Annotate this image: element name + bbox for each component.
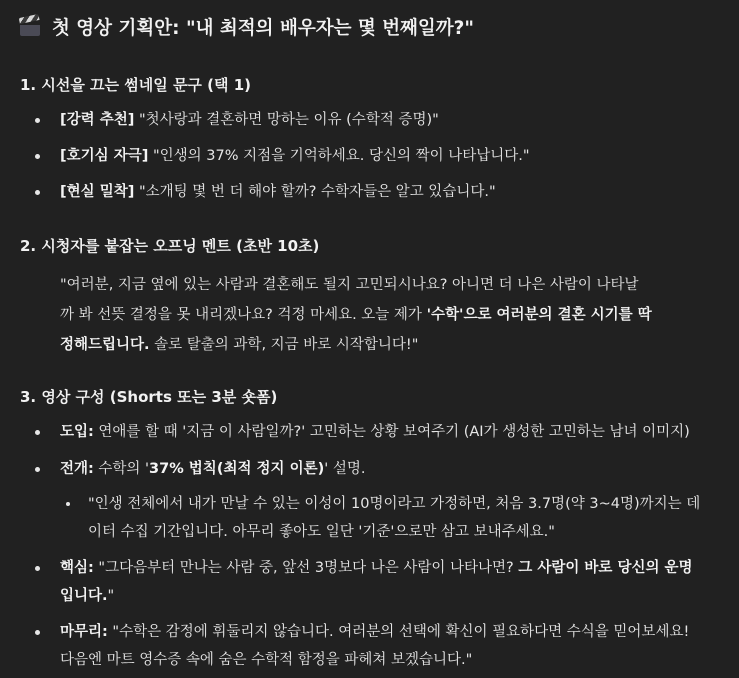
structure-emphasis: 입니다. — [60, 588, 108, 604]
title-text: 첫 영상 기획안: "내 최적의 배우자는 몇 번째일까?" — [52, 18, 475, 39]
opening-line-2 — [60, 303, 652, 324]
structure-emphasis: 그 사람이 바로 당신의 운명 — [518, 560, 693, 576]
option-text: "소개팅 몇 번 더 해야 할까? 수학자들은 알고 있습니다." — [138, 184, 496, 200]
structure-outro-line-1 — [60, 620, 689, 641]
structure-text: " — [107, 588, 115, 604]
structure-text: 연애를 할 때 '지금 이 사람일까?' 고민하는 상황 보여주기 (AI가 생성한 고민하는 남녀 이미지) — [93, 424, 690, 440]
structure-intro — [60, 420, 690, 441]
page-title — [20, 14, 474, 40]
structure-text: "수학은 감정에 휘둘리지 않습니다. 여러분의 선택에 확신이 필요하다면 수식을 믿어보세요! — [107, 624, 690, 640]
section-3-heading: 3. 영상 구성 (Shorts 또는 3분 숏폼) — [20, 388, 278, 406]
structure-development — [60, 457, 365, 478]
thumbnail-option-3 — [60, 180, 496, 201]
structure-label: 핵심: — [60, 560, 94, 576]
structure-core-line-1 — [60, 556, 693, 577]
structure-core-line-2 — [60, 584, 114, 605]
structure-text: 수학의 ' — [93, 461, 150, 477]
structure-emphasis: 37% 법칙(최적 정지 이론) — [149, 461, 325, 477]
opening-emphasis: '수학'으로 여러분의 결혼 시기를 딱 — [426, 307, 652, 323]
development-detail-line-2: 이터 수집 기간입니다. 아무리 좋아도 일단 '기준'으로만 삼고 보내주세요." — [88, 524, 555, 540]
bullet — [35, 154, 40, 159]
option-tag: [강력 추천] — [60, 112, 135, 128]
bullet — [35, 566, 40, 571]
bullet — [35, 630, 40, 635]
opening-line-1: "여러분, 지금 옆에 있는 사람과 결혼해도 될지 고민되시나요? 아니면 더 나은 사람이 나타날 — [60, 277, 639, 293]
opening-line-3 — [60, 333, 418, 354]
sub-bullet — [66, 502, 70, 506]
structure-label: 마무리: — [60, 624, 108, 640]
structure-text: "그다음부터 만나는 사람 중, 앞선 3명보다 나은 사람이 나타나면? — [93, 560, 519, 576]
section-1-heading: 1. 시선을 끄는 썸네일 문구 (택 1) — [20, 76, 252, 94]
bullet — [35, 430, 40, 435]
opening-emphasis: 정해드립니다. — [60, 337, 150, 353]
structure-outro-line-2: 다음엔 마트 영수증 속에 숨은 수학적 함정을 파헤쳐 보겠습니다." — [60, 652, 473, 668]
option-tag: [호기심 자극] — [60, 148, 149, 164]
opening-text: 솔로 탈출의 과학, 지금 바로 시작합니다!" — [149, 337, 419, 353]
option-text: "첫사랑과 결혼하면 망하는 이유 (수학적 증명)" — [138, 112, 439, 128]
thumbnail-option-2 — [60, 144, 530, 165]
structure-label: 전개: — [60, 461, 94, 477]
bullet — [35, 467, 40, 472]
development-detail-line-1: "인생 전체에서 내가 만날 수 있는 이성이 10명이라고 가정하면, 처음 3.7명(약 3~4명)까지는 데 — [88, 496, 701, 512]
section-2-heading: 2. 시청자를 붙잡는 오프닝 멘트 (초반 10초) — [20, 237, 320, 255]
clapper-board-icon — [20, 18, 40, 36]
structure-label: 도입: — [60, 424, 94, 440]
thumbnail-option-1 — [60, 108, 439, 129]
option-tag: [현실 밀착] — [60, 184, 135, 200]
bullet — [35, 190, 40, 195]
opening-text: 까 봐 선뜻 결정을 못 내리겠나요? 걱정 마세요. 오늘 제가 — [60, 307, 427, 323]
option-text: "인생의 37% 지점을 기억하세요. 당신의 짝이 나타납니다." — [152, 148, 530, 164]
bullet — [35, 118, 40, 123]
structure-text: ' 설명. — [324, 461, 366, 477]
